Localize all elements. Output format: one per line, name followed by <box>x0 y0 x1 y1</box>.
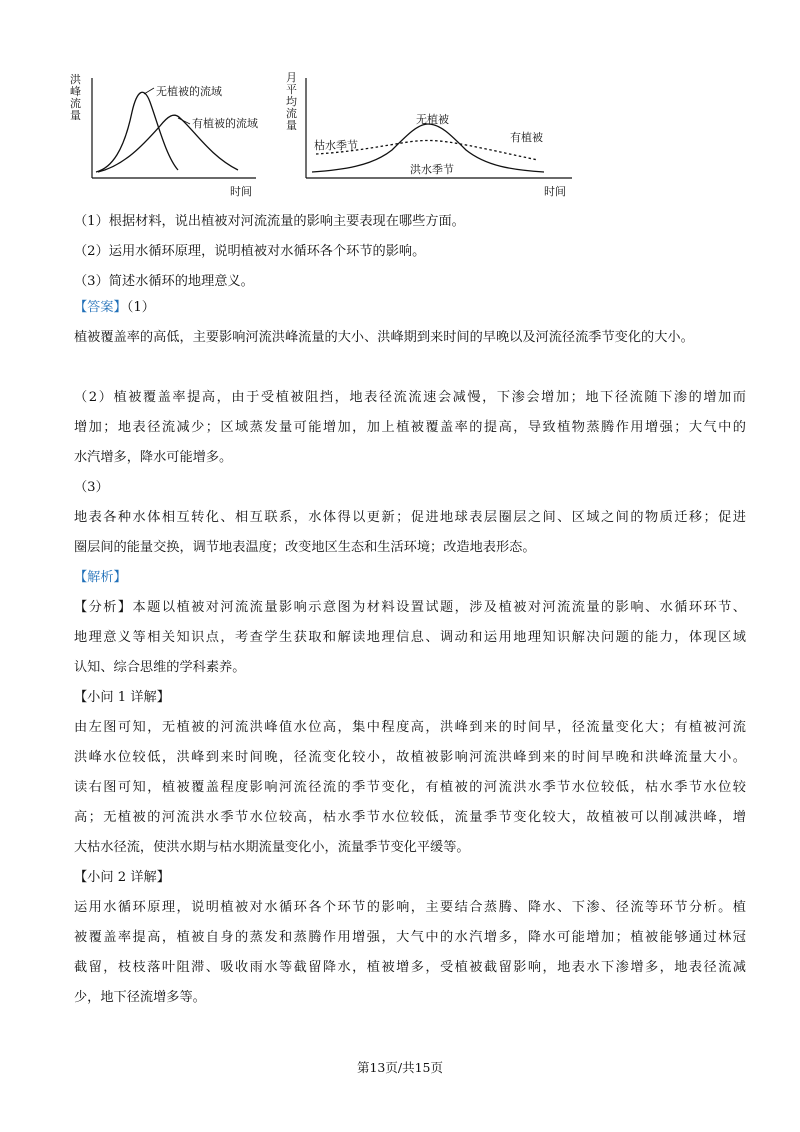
answer-tag: 【答案】 <box>74 300 127 315</box>
right-x-axis-label: 时间 <box>544 185 566 198</box>
answer-part2-line: 水汽增多，降水可能增多。 <box>74 450 233 465</box>
answer-part1-line: 植被覆盖率的高低，主要影响河流洪峰流量的大小、洪峰期到来时间的早晚以及河流径流季节变化的大小。 <box>74 330 694 345</box>
left-label-leader-1 <box>144 88 154 94</box>
left-x-axis-label: 时间 <box>230 185 252 198</box>
q2-detail-line: 截留，枝枝落叶阻滞、吸收雨水等截留降水，植被增多，受植被截留影响，地表水下渗增多，地表径流减 <box>74 960 746 975</box>
figure-left-flood-peak <box>60 66 260 206</box>
left-label-leader-2 <box>178 118 190 124</box>
question-3: （3）简述水循环的地理意义。 <box>74 274 254 289</box>
question-2: （2）运用水循环原理，说明植被对水循环各个环节的影响。 <box>74 244 426 259</box>
q2-detail-line: 被覆盖率提高，植被自身的蒸发和蒸腾作用增强，大气中的水汽增多，降水可能增加；植被能够通过林冠 <box>74 930 746 945</box>
page-footer: 第13页/共15页 <box>356 1060 444 1075</box>
figure-right-monthly-flow <box>282 66 580 206</box>
right-curve-label-with-vegetation: 有植被 <box>510 131 543 144</box>
answer-part2-line: 增加；地表径流减少；区域蒸发量可能增加，加上植被覆盖率的提高，导致植物蒸腾作用增强；大气中的 <box>74 420 746 435</box>
answer-tag-suffix: （1） <box>126 300 155 315</box>
right-y-axis-label: 月平均流量 <box>286 71 297 132</box>
left-y-axis-label: 洪峰流量 <box>70 73 81 122</box>
answer-part3-line: 地表各种水体相互转化、相互联系，水体得以更新；促进地球表层圈层之间、区域之间的物质迁移；促进 <box>74 510 746 525</box>
q1-detail-line: 由左图可知，无植被的河流洪峰值水位高，集中程度高，洪峰到来的时间早，径流量变化大；有植被河流 <box>74 720 746 735</box>
answer-part2-line: （2）植被覆盖率提高，由于受植被阻挡，地表径流流速会减慢，下渗会增加；地下径流随下渗的增加而 <box>74 390 746 405</box>
figure-area <box>60 66 580 206</box>
q2-detail-line: 运用水循环原理，说明植被对水循环各个环节的影响，主要结合蒸腾、降水、下渗、径流等环节分析。植 <box>74 900 746 915</box>
right-curve-label-no-vegetation: 无植被 <box>416 113 449 126</box>
analysis-intro-line: 认知、综合思维的学科素养。 <box>74 660 246 675</box>
right-season-label-dry: 枯水季节 <box>314 139 358 152</box>
q1-detail-line: 大枯水径流，使洪水期与枯水期流量变化小，流量季节变化平缓等。 <box>74 840 470 855</box>
q1-detail-title: 【小问 1 详解】 <box>74 690 170 705</box>
analysis-tag: 【解析】 <box>74 570 127 585</box>
left-curve-label-no-vegetation: 无植被的流域 <box>156 85 222 98</box>
q1-detail-line: 高；无植被的河流洪水季节水位较高，枯水季节水位较低，流量季节变化较大，故植被可以削减洪峰，增 <box>74 810 746 825</box>
analysis-intro-line: 地理意义等相关知识点，考查学生获取和解读地理信息、调动和运用地理知识解决问题的能力，体现区域 <box>74 630 746 645</box>
answer-part3-label: （3） <box>74 480 109 495</box>
left-curve-label-with-vegetation: 有植被的流域 <box>192 117 258 130</box>
answer-part3-line: 圈层间的能量交换，调节地表温度；改变地区生态和生活环境；改造地表形态。 <box>74 540 536 555</box>
q2-detail-line: 少，地下径流增多等。 <box>74 990 206 1005</box>
q2-detail-title: 【小问 2 详解】 <box>74 870 170 885</box>
left-curve-no-vegetation <box>96 92 178 172</box>
right-season-label-flood: 洪水季节 <box>410 163 454 176</box>
analysis-intro-line: 【分析】本题以植被对河流流量影响示意图为材料设置试题，涉及植被对河流流量的影响、水循环环节、 <box>74 600 746 615</box>
q1-detail-line: 洪峰水位较低，洪峰到来时间晚，径流变化较小，故植被影响河流洪峰到来的时间早晚和洪峰流量大小。 <box>74 750 746 765</box>
q1-detail-line: 读右图可知，植被覆盖程度影响河流径流的季节变化，有植被的河流洪水季节水位较低，枯水季节水位较 <box>74 780 746 795</box>
answer-heading <box>74 298 155 318</box>
question-1: （1）根据材料，说出植被对河流流量的影响主要表现在哪些方面。 <box>74 214 465 229</box>
